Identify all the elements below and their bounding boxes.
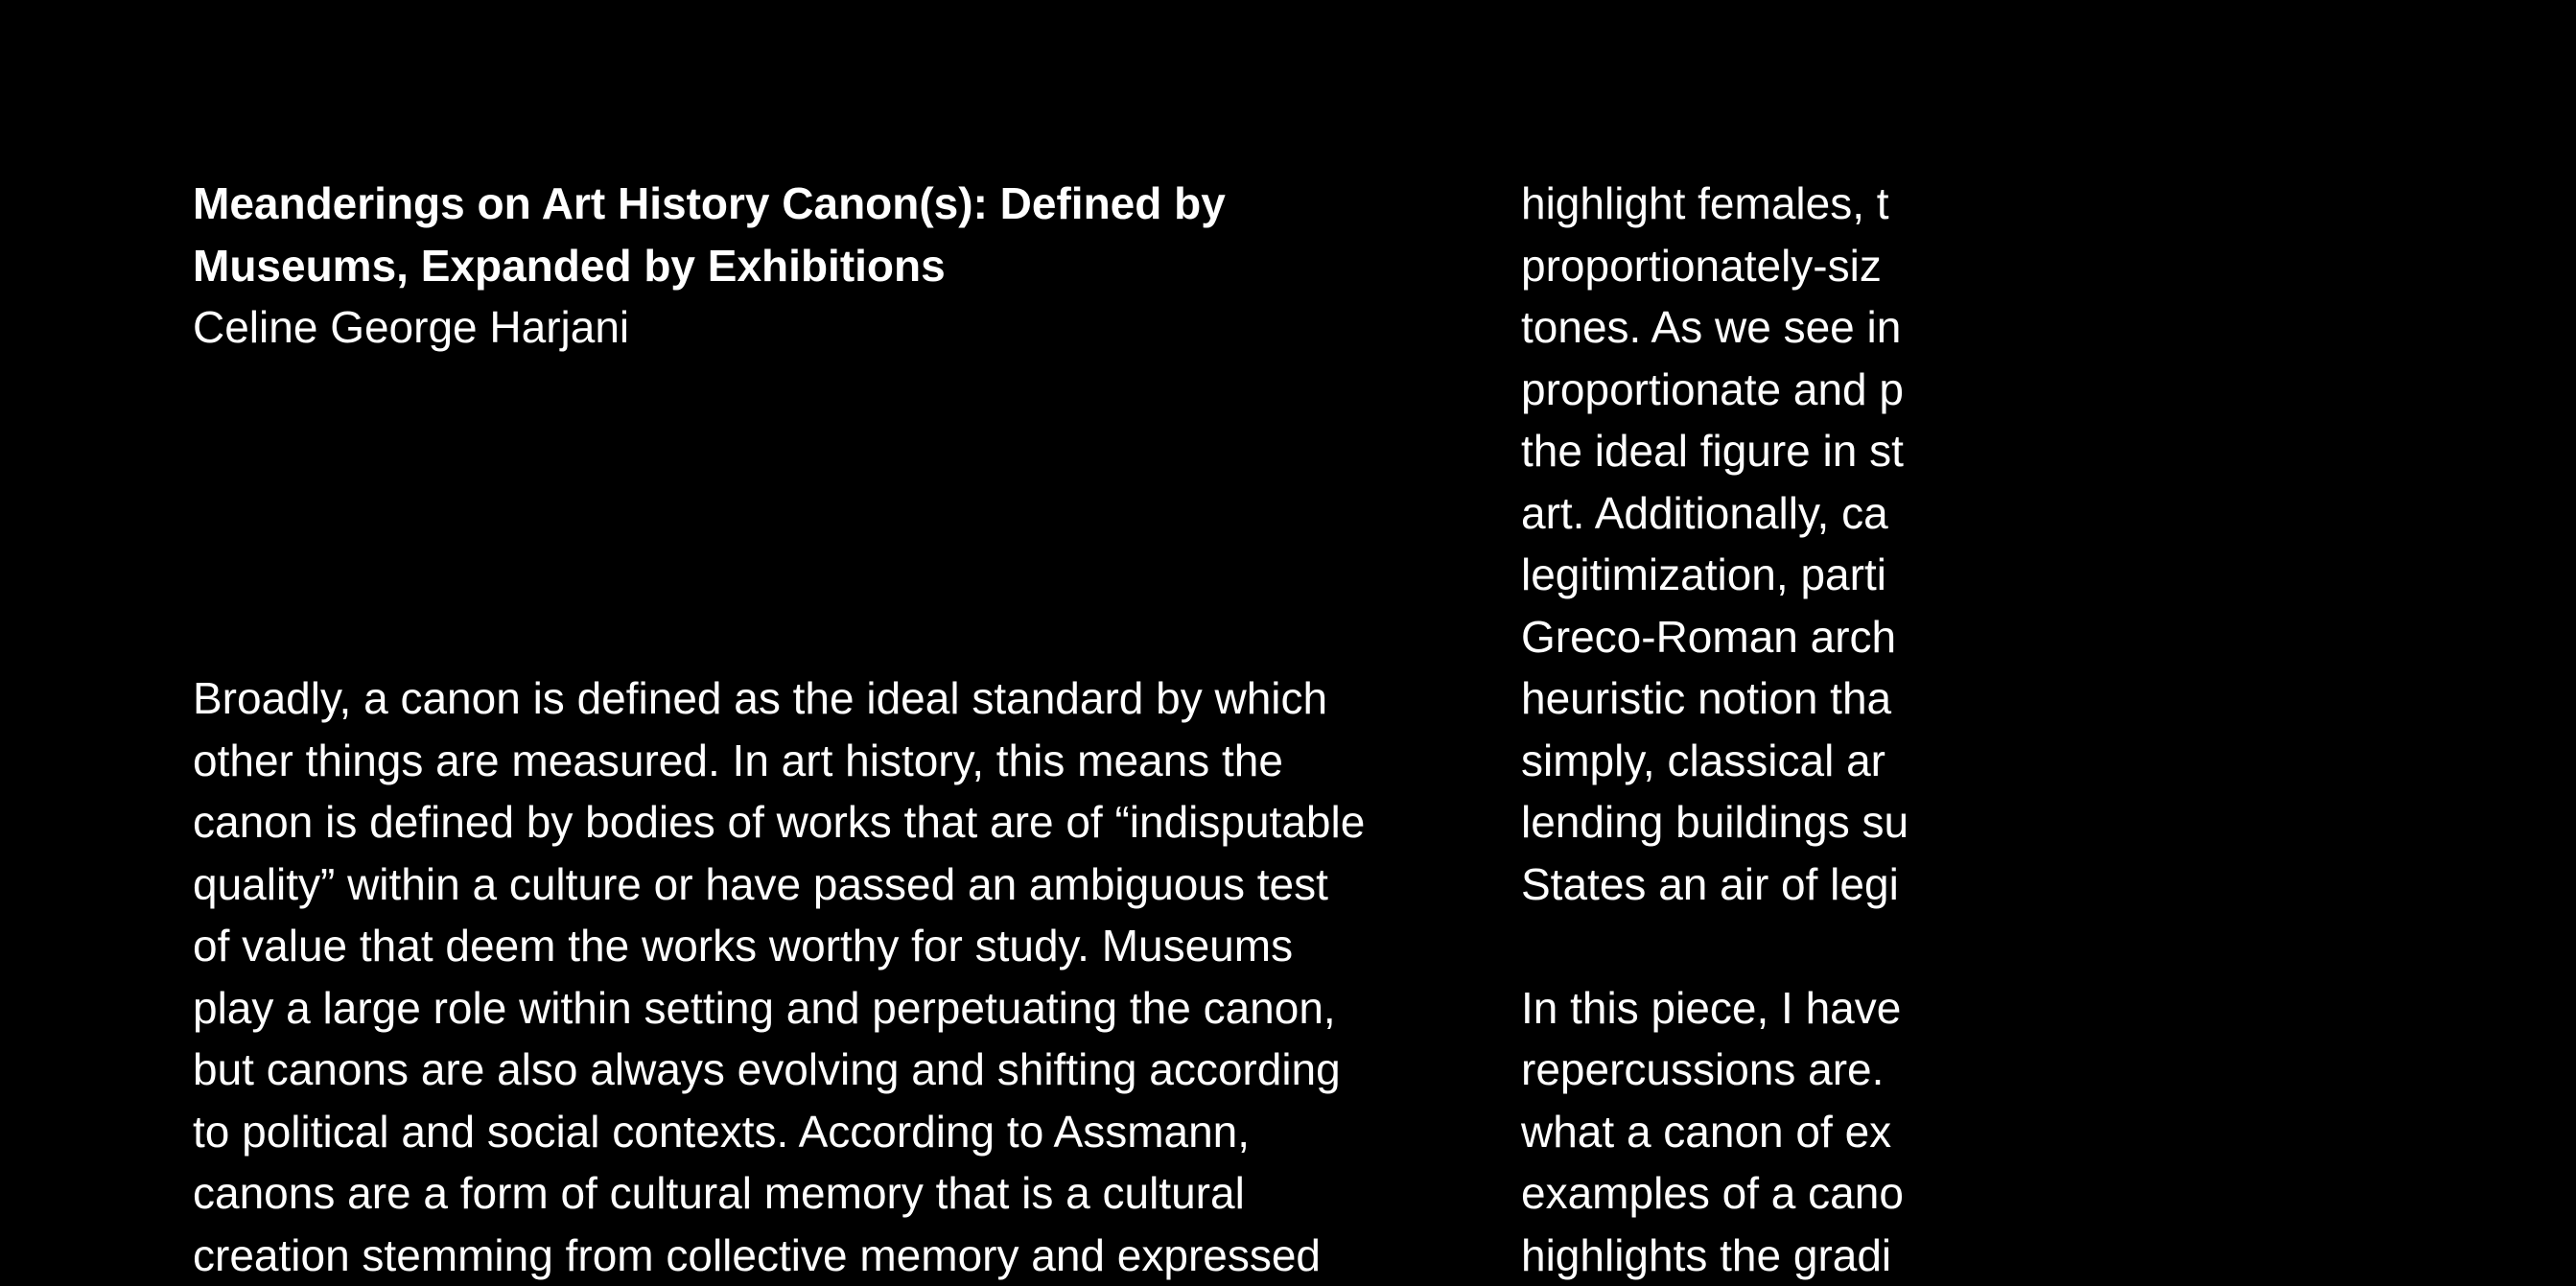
body-line: canon is defined by bodies of works that are of “indisputable [193,791,1468,853]
right-paragraph-1 [1521,173,2576,915]
body-line: to political and social contexts. According to Assmann, [193,1101,1468,1163]
right-line: art. Additionally, ca [1521,482,2576,545]
body-line: creation stemming from collective memory and expressed [193,1225,1468,1286]
right-line: examples of a cano [1521,1162,2576,1225]
right-paragraph-2 [1521,977,2576,1286]
article-title-line: Museums, Expanded by Exhibitions [193,235,1468,297]
body-line: but canons are also always evolving and shifting according [193,1039,1468,1101]
right-line: tones. As we see in [1521,296,2576,359]
article-body-paragraph [193,667,1468,1286]
right-line: legitimization, parti [1521,544,2576,606]
article-author: Celine George Harjani [193,296,1468,359]
body-line: play a large role within setting and perpetuating the canon, [193,977,1468,1040]
right-line: what a canon of ex [1521,1101,2576,1163]
right-line: repercussions are. [1521,1039,2576,1101]
article-title [193,173,1468,296]
body-line: canons are a form of cultural memory that is a cultural [193,1162,1468,1225]
right-line: proportionately-siz [1521,235,2576,297]
body-line: other things are measured. In art history, this means the [193,730,1468,792]
right-line: In this piece, I have [1521,977,2576,1040]
right-line: heuristic notion tha [1521,667,2576,730]
article-right-column [1521,173,2576,1286]
paragraph-gap [1521,915,2576,977]
article-title-line: Meanderings on Art History Canon(s): Defined by [193,173,1468,235]
right-line: simply, classical ar [1521,730,2576,792]
article-left-column [193,173,1468,1286]
body-line: quality” within a culture or have passed an ambiguous test [193,853,1468,916]
body-line: Broadly, a canon is defined as the ideal standard by which [193,667,1468,730]
right-line: Greco-Roman arch [1521,606,2576,668]
right-line: highlight females, t [1521,173,2576,235]
right-line: States an air of legi [1521,853,2576,916]
right-line: highlights the gradi [1521,1225,2576,1286]
right-line: the ideal figure in st [1521,420,2576,482]
right-line: proportionate and p [1521,359,2576,421]
body-line: of value that deem the works worthy for study. Museums [193,915,1468,977]
right-line: lending buildings su [1521,791,2576,853]
section-gap [193,359,1468,668]
